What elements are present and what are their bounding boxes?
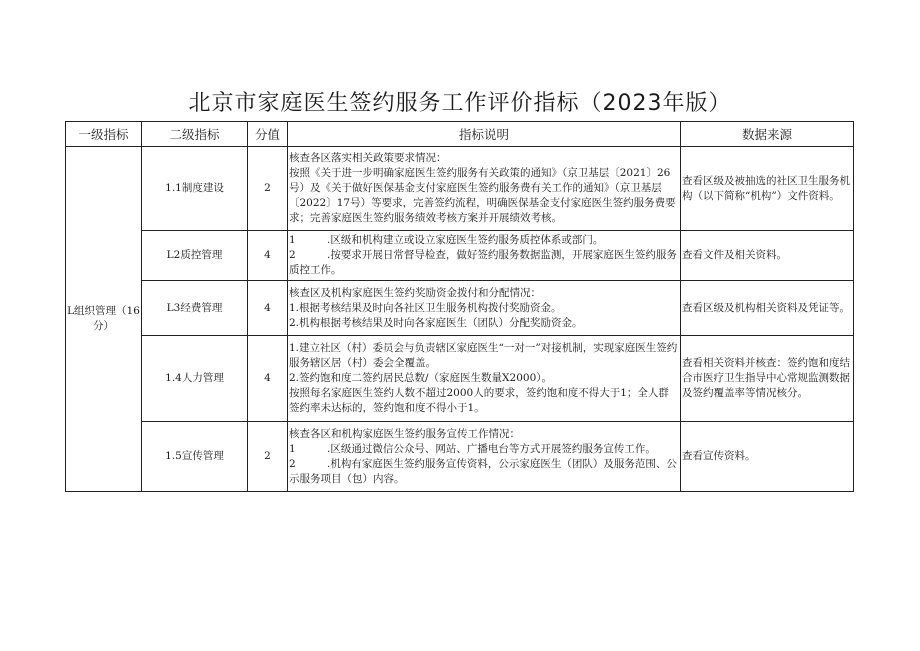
- item-text: .按要求开展日常督导检查，做好签约服务数据监测，开展家庭医生签约服务质控工作。: [289, 249, 677, 276]
- table-row: [66, 147, 854, 231]
- header-description: 指标说明: [288, 122, 681, 147]
- description-cell: [288, 422, 681, 492]
- description-cell: [288, 231, 681, 281]
- header-row: [66, 122, 854, 147]
- description-line: [289, 457, 679, 487]
- score-cell: 4: [248, 281, 288, 336]
- source-cell: 查看区级及机构相关资料及凭证等。: [681, 281, 854, 336]
- header-level1: 一级指标: [66, 122, 142, 147]
- item-text: .区级通过微信公众号、网站、广播电台等方式开展签约服务宣传工作。: [327, 442, 656, 455]
- description-line: 2.签约饱和度二签约居民总数/（家庭医生数量X2000）。: [289, 372, 553, 384]
- source-cell: 查看宣传资料。: [681, 422, 854, 492]
- header-score: 分值: [248, 122, 288, 147]
- level2-cell: 1.5宣传管理: [142, 422, 248, 492]
- item-text: .机构有家庭医生签约服务宣传资料，公示家庭医生（团队）及服务范围、公示服务项目（包）内容。: [289, 457, 677, 485]
- score-cell: 4: [248, 336, 288, 422]
- level2-cell: 1.4人力管理: [142, 336, 248, 422]
- item-number: 2: [289, 457, 296, 470]
- description-line: [289, 233, 679, 248]
- level2-cell: L3经费管理: [142, 281, 248, 336]
- description-line: [289, 248, 679, 278]
- table-row: [66, 422, 854, 492]
- description-line: 1.根据考核结果及时向各社区卫生服务机构拨付奖励资金。: [289, 301, 562, 314]
- description-line: 按照《关于进一步明确家庭医生签约服务有关政策的通知》（京卫基层〔2021〕26号）及《关于做好医保基金支付家庭医生签约服务费有关工作的通知》（京卫基层〔2022〕17号）等要求，完善签约流程，明确医保基金支付家庭医生签约服务费要求；完善家庭医生签约服务绩效考核方案并开展绩效考核。: [289, 167, 676, 224]
- description-line: 按照每名家庭医生签约人数不超过2000人的要求，签约饱和度不得大于1；全人群签约率未达标的，签约饱和度不得小于1。: [289, 387, 669, 414]
- description-cell: [288, 281, 681, 336]
- description-line: 核查各区和机构家庭医生签约服务宣传工作情况：: [289, 427, 520, 440]
- header-level2: 二级指标: [142, 122, 248, 147]
- source-cell: 查看区级及被抽选的社区卫生服务机构（以下简称“机构”）文件资料。: [681, 147, 854, 231]
- score-cell: 2: [248, 422, 288, 492]
- item-number: 1: [289, 442, 296, 455]
- source-cell: 查看相关资料并核查：签约饱和度结合市医疗卫生指导中心常规监测数据及签约覆盖率等情况核分。: [681, 336, 854, 422]
- table-row: [66, 231, 854, 281]
- evaluation-table: [65, 121, 854, 492]
- description-line: 核查各区落实相关政策要求情况：: [289, 152, 447, 164]
- item-number: 1: [289, 234, 296, 246]
- description-cell: [288, 336, 681, 422]
- description-line: [289, 442, 679, 457]
- level2-cell: 1.1制度建设: [142, 147, 248, 231]
- document-title: 北京市家庭医生签约服务工作评价指标（2023年版）: [188, 91, 732, 116]
- level1-cell: [66, 147, 142, 492]
- description-line: 1.建立社区（村）委员会与负责辖区家庭医生“一对一”对接机制，实现家庭医生签约服务辖区居（村）委会全覆盖。: [289, 342, 678, 369]
- description-line: 核查区及机构家庭医生签约奖励资金拨付和分配情况：: [289, 286, 541, 299]
- description-cell: [288, 147, 681, 231]
- table-row: [66, 281, 854, 336]
- header-data-source: 数据来源: [681, 122, 854, 147]
- score-cell: 2: [248, 147, 288, 231]
- item-text: .区级和机构建立或设立家庭医生签约服务质控体系或部门。: [327, 234, 604, 246]
- level2-cell: L2质控管理: [142, 231, 248, 281]
- item-number: 2: [289, 249, 296, 261]
- description-line: 2.机构根据考核结果及时向各家庭医生（团队）分配奖励资金。: [289, 316, 583, 329]
- source-cell: 查看文件及相关资料。: [681, 231, 854, 281]
- level1-label: L组织管理（16分）: [67, 305, 140, 332]
- table-row: [66, 336, 854, 422]
- score-cell: 4: [248, 231, 288, 281]
